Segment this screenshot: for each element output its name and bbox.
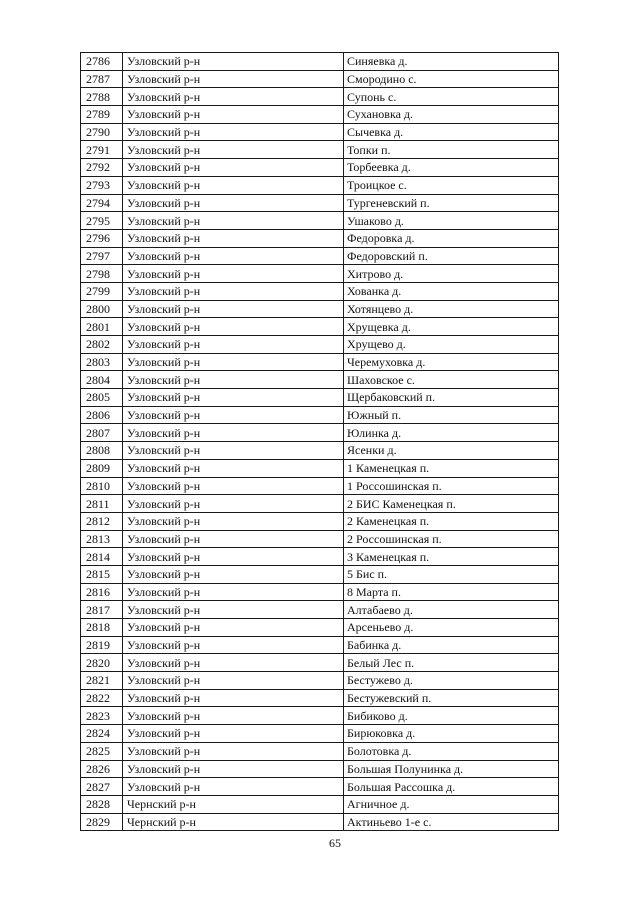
- table-row: [81, 512, 559, 530]
- table-row: [81, 619, 559, 637]
- table-row: [81, 601, 559, 619]
- settlement-cell: Федоровка д.: [344, 229, 559, 247]
- row-number: 2793: [81, 176, 123, 194]
- table-row: [81, 725, 559, 743]
- district-cell: Узловский р-н: [123, 742, 344, 760]
- district-cell: Узловский р-н: [123, 530, 344, 548]
- row-number: 2806: [81, 406, 123, 424]
- settlement-cell: 5 Бис п.: [344, 565, 559, 583]
- settlement-cell: Хрущево д.: [344, 336, 559, 354]
- table-row: [81, 795, 559, 813]
- district-cell: Узловский р-н: [123, 300, 344, 318]
- settlement-cell: Ушаково д.: [344, 212, 559, 230]
- district-cell: Узловский р-н: [123, 442, 344, 460]
- district-cell: Узловский р-н: [123, 619, 344, 637]
- district-cell: Узловский р-н: [123, 53, 344, 71]
- settlement-cell: Черемуховка д.: [344, 353, 559, 371]
- table-row: [81, 389, 559, 407]
- table-row: [81, 707, 559, 725]
- table-row: [81, 300, 559, 318]
- district-cell: Узловский р-н: [123, 123, 344, 141]
- row-number: 2804: [81, 371, 123, 389]
- settlement-cell: Бибиково д.: [344, 707, 559, 725]
- row-number: 2817: [81, 601, 123, 619]
- district-cell: Узловский р-н: [123, 389, 344, 407]
- district-cell: Узловский р-н: [123, 106, 344, 124]
- settlement-cell: 1 Каменецкая п.: [344, 459, 559, 477]
- table-row: [81, 689, 559, 707]
- district-cell: Узловский р-н: [123, 229, 344, 247]
- settlement-cell: Актиньево 1-е с.: [344, 813, 559, 831]
- settlement-cell: Южный п.: [344, 406, 559, 424]
- row-number: 2789: [81, 106, 123, 124]
- row-number: 2788: [81, 88, 123, 106]
- district-cell: Узловский р-н: [123, 512, 344, 530]
- settlement-cell: Большая Рассошка д.: [344, 778, 559, 796]
- settlement-cell: Белый Лес п.: [344, 654, 559, 672]
- settlement-cell: 2 Россошинская п.: [344, 530, 559, 548]
- settlement-cell: Алтабаево д.: [344, 601, 559, 619]
- row-number: 2818: [81, 619, 123, 637]
- row-number: 2823: [81, 707, 123, 725]
- table-row: [81, 495, 559, 513]
- settlement-cell: Сухановка д.: [344, 106, 559, 124]
- page-number: 65: [329, 836, 341, 850]
- settlement-cell: Супонь с.: [344, 88, 559, 106]
- settlement-cell: Бабинка д.: [344, 636, 559, 654]
- table-row: [81, 247, 559, 265]
- settlement-cell: Синяевка д.: [344, 53, 559, 71]
- table-row: [81, 159, 559, 177]
- district-cell: Узловский р-н: [123, 424, 344, 442]
- row-number: 2800: [81, 300, 123, 318]
- row-number: 2824: [81, 725, 123, 743]
- table-row: [81, 477, 559, 495]
- table-row: [81, 636, 559, 654]
- settlement-cell: 2 Каменецкая п.: [344, 512, 559, 530]
- district-cell: Узловский р-н: [123, 336, 344, 354]
- district-cell: Чернский р-н: [123, 795, 344, 813]
- row-number: 2799: [81, 282, 123, 300]
- table-row: [81, 548, 559, 566]
- row-number: 2828: [81, 795, 123, 813]
- row-number: 2808: [81, 442, 123, 460]
- table-row: [81, 194, 559, 212]
- table-row: [81, 141, 559, 159]
- table-row: [81, 336, 559, 354]
- table-row: [81, 459, 559, 477]
- district-cell: Узловский р-н: [123, 141, 344, 159]
- table-row: [81, 813, 559, 831]
- settlement-cell: Федоровский п.: [344, 247, 559, 265]
- settlement-cell: Агничное д.: [344, 795, 559, 813]
- district-cell: Узловский р-н: [123, 176, 344, 194]
- settlement-cell: Торбеевка д.: [344, 159, 559, 177]
- table-row: [81, 229, 559, 247]
- district-cell: Узловский р-н: [123, 282, 344, 300]
- district-cell: Узловский р-н: [123, 88, 344, 106]
- table-row: [81, 672, 559, 690]
- district-cell: Узловский р-н: [123, 353, 344, 371]
- district-cell: Чернский р-н: [123, 813, 344, 831]
- table-row: [81, 565, 559, 583]
- row-number: 2807: [81, 424, 123, 442]
- district-cell: Узловский р-н: [123, 583, 344, 601]
- settlement-cell: Хрущевка д.: [344, 318, 559, 336]
- district-cell: Узловский р-н: [123, 778, 344, 796]
- district-cell: Узловский р-н: [123, 459, 344, 477]
- table-body: [81, 53, 559, 831]
- district-cell: Узловский р-н: [123, 70, 344, 88]
- settlement-cell: Топки п.: [344, 141, 559, 159]
- district-cell: Узловский р-н: [123, 689, 344, 707]
- district-cell: Узловский р-н: [123, 406, 344, 424]
- table-row: [81, 282, 559, 300]
- table-row: [81, 530, 559, 548]
- table-row: [81, 123, 559, 141]
- row-number: 2815: [81, 565, 123, 583]
- settlement-cell: Щербаковский п.: [344, 389, 559, 407]
- settlement-cell: Хотянцево д.: [344, 300, 559, 318]
- table-row: [81, 424, 559, 442]
- row-number: 2790: [81, 123, 123, 141]
- table-row: [81, 88, 559, 106]
- settlements-table: [80, 52, 559, 831]
- table-row: [81, 70, 559, 88]
- settlement-cell: Шаховское с.: [344, 371, 559, 389]
- row-number: 2787: [81, 70, 123, 88]
- row-number: 2803: [81, 353, 123, 371]
- table-row: [81, 760, 559, 778]
- district-cell: Узловский р-н: [123, 247, 344, 265]
- district-cell: Узловский р-н: [123, 565, 344, 583]
- settlement-cell: Смородино с.: [344, 70, 559, 88]
- district-cell: Узловский р-н: [123, 265, 344, 283]
- row-number: 2795: [81, 212, 123, 230]
- district-cell: Узловский р-н: [123, 636, 344, 654]
- table-row: [81, 353, 559, 371]
- district-cell: Узловский р-н: [123, 371, 344, 389]
- table-row: [81, 442, 559, 460]
- row-number: 2820: [81, 654, 123, 672]
- settlement-cell: Троицкое с.: [344, 176, 559, 194]
- row-number: 2821: [81, 672, 123, 690]
- table-row: [81, 53, 559, 71]
- row-number: 2812: [81, 512, 123, 530]
- row-number: 2827: [81, 778, 123, 796]
- district-cell: Узловский р-н: [123, 548, 344, 566]
- table-row: [81, 742, 559, 760]
- district-cell: Узловский р-н: [123, 159, 344, 177]
- row-number: 2786: [81, 53, 123, 71]
- table-row: [81, 406, 559, 424]
- row-number: 2811: [81, 495, 123, 513]
- row-number: 2826: [81, 760, 123, 778]
- row-number: 2792: [81, 159, 123, 177]
- settlement-cell: Арсеньево д.: [344, 619, 559, 637]
- row-number: 2791: [81, 141, 123, 159]
- row-number: 2810: [81, 477, 123, 495]
- settlement-cell: Хитрово д.: [344, 265, 559, 283]
- row-number: 2794: [81, 194, 123, 212]
- district-cell: Узловский р-н: [123, 707, 344, 725]
- row-number: 2822: [81, 689, 123, 707]
- settlement-cell: 2 БИС Каменецкая п.: [344, 495, 559, 513]
- district-cell: Узловский р-н: [123, 318, 344, 336]
- row-number: 2802: [81, 336, 123, 354]
- district-cell: Узловский р-н: [123, 672, 344, 690]
- row-number: 2814: [81, 548, 123, 566]
- settlement-cell: 8 Марта п.: [344, 583, 559, 601]
- table-row: [81, 106, 559, 124]
- district-cell: Узловский р-н: [123, 477, 344, 495]
- district-cell: Узловский р-н: [123, 212, 344, 230]
- district-cell: Узловский р-н: [123, 495, 344, 513]
- row-number: 2813: [81, 530, 123, 548]
- settlement-cell: Хованка д.: [344, 282, 559, 300]
- table-row: [81, 212, 559, 230]
- row-number: 2829: [81, 813, 123, 831]
- settlement-cell: Ясенки д.: [344, 442, 559, 460]
- settlement-cell: 3 Каменецкая п.: [344, 548, 559, 566]
- district-cell: Узловский р-н: [123, 654, 344, 672]
- settlement-cell: Бирюковка д.: [344, 725, 559, 743]
- table-row: [81, 265, 559, 283]
- settlement-cell: 1 Россошинская п.: [344, 477, 559, 495]
- row-number: 2796: [81, 229, 123, 247]
- settlement-cell: Тургеневский п.: [344, 194, 559, 212]
- row-number: 2816: [81, 583, 123, 601]
- settlement-cell: Болотовка д.: [344, 742, 559, 760]
- settlement-cell: Бестужево д.: [344, 672, 559, 690]
- district-cell: Узловский р-н: [123, 601, 344, 619]
- row-number: 2809: [81, 459, 123, 477]
- table-row: [81, 371, 559, 389]
- row-number: 2825: [81, 742, 123, 760]
- row-number: 2819: [81, 636, 123, 654]
- row-number: 2797: [81, 247, 123, 265]
- table-row: [81, 654, 559, 672]
- district-cell: Узловский р-н: [123, 725, 344, 743]
- row-number: 2801: [81, 318, 123, 336]
- table-row: [81, 778, 559, 796]
- district-cell: Узловский р-н: [123, 760, 344, 778]
- settlement-cell: Сычевка д.: [344, 123, 559, 141]
- settlement-cell: Юлинка д.: [344, 424, 559, 442]
- row-number: 2805: [81, 389, 123, 407]
- table-row: [81, 318, 559, 336]
- district-cell: Узловский р-н: [123, 194, 344, 212]
- settlement-cell: Большая Полунинка д.: [344, 760, 559, 778]
- table-row: [81, 583, 559, 601]
- settlement-cell: Бестужевский п.: [344, 689, 559, 707]
- row-number: 2798: [81, 265, 123, 283]
- table-row: [81, 176, 559, 194]
